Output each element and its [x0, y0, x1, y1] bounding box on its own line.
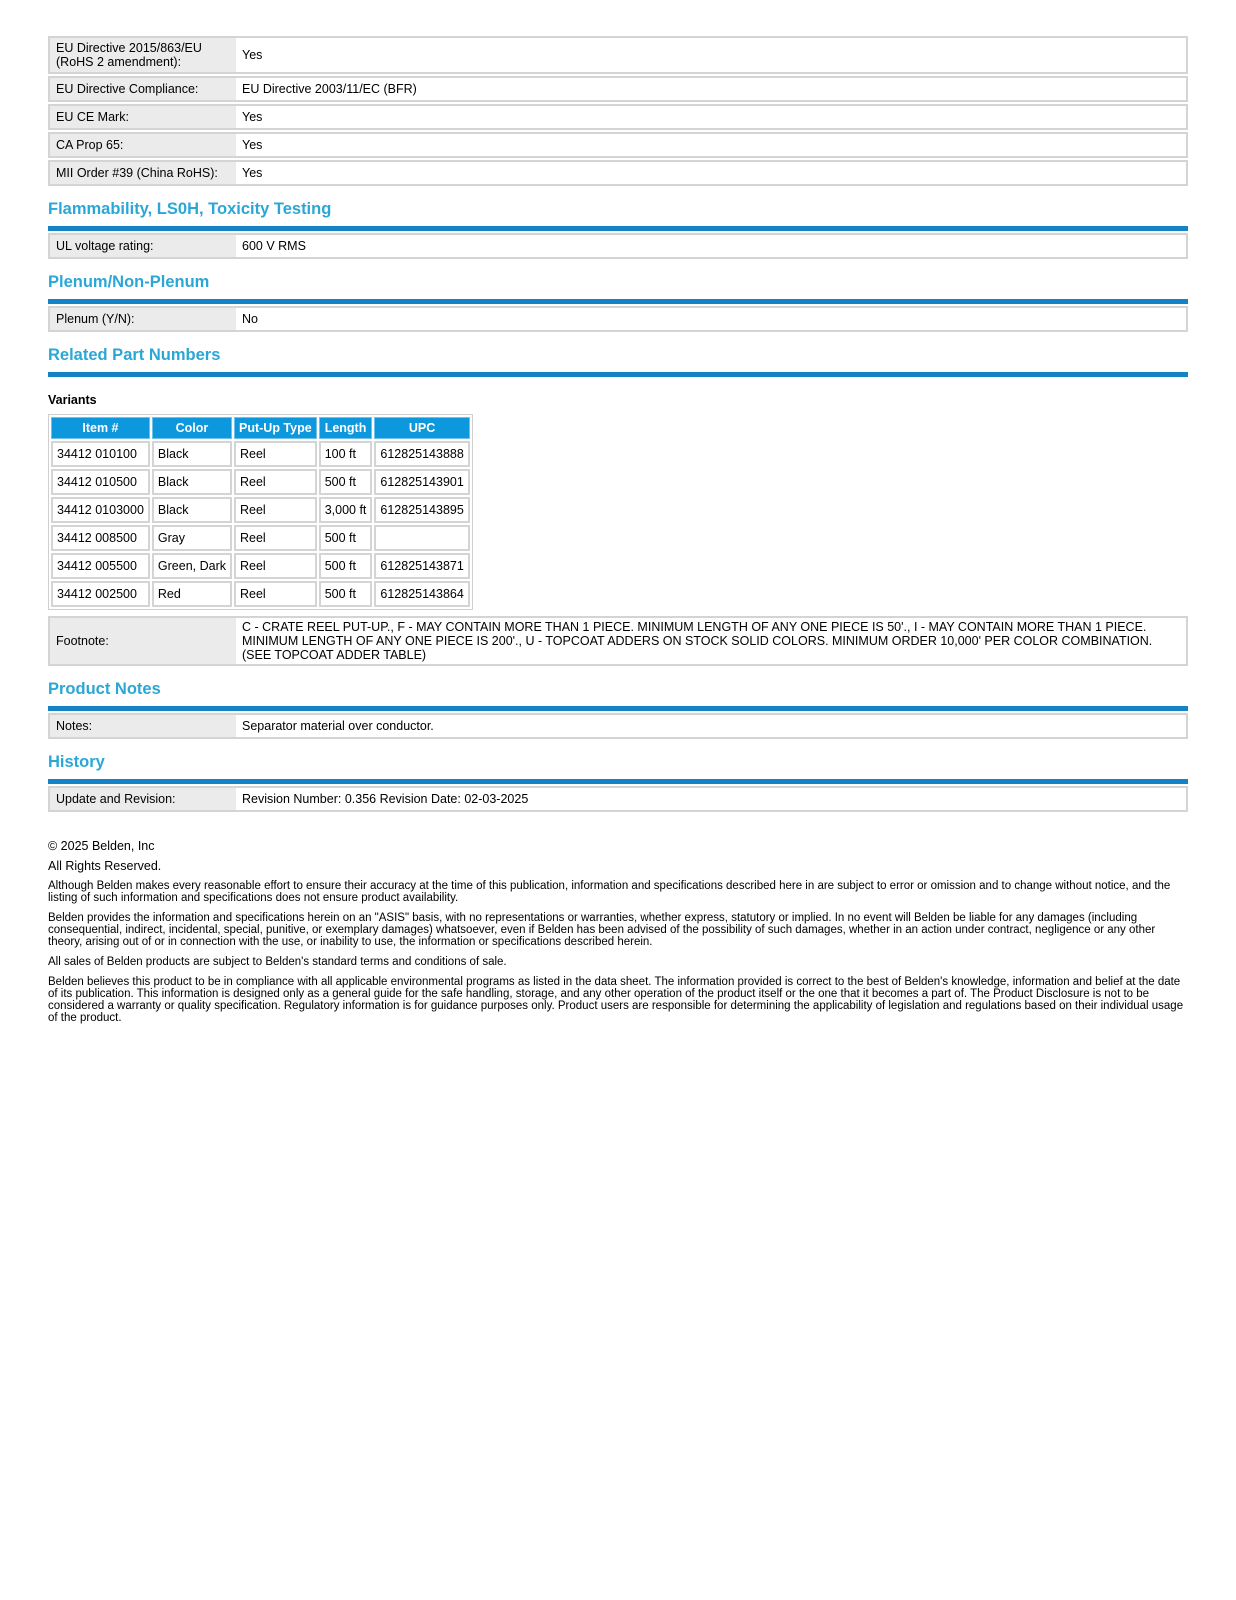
table-row [51, 525, 470, 551]
row-value: Yes [242, 48, 263, 62]
cell-upc [374, 525, 469, 551]
cell-item: 34412 0103000 [51, 497, 150, 523]
cell-length: 500 ft [319, 581, 373, 607]
compliance-table [48, 36, 1188, 186]
cell-putup: Reel [234, 497, 317, 523]
row-label: Footnote: [50, 618, 236, 664]
column-header-length: Length [319, 417, 373, 439]
section-title-related: Related Part Numbers [48, 346, 221, 364]
table-row [51, 497, 470, 523]
compliance-row [48, 104, 1188, 130]
cell-item: 34412 005500 [51, 553, 150, 579]
row-label: EU Directive 2015/863/EU (RoHS 2 amendment): [50, 38, 236, 72]
cell-putup: Reel [234, 581, 317, 607]
compliance-row [48, 76, 1188, 102]
row-label: Plenum (Y/N): [50, 308, 236, 330]
row-label: Notes: [50, 715, 236, 737]
variants-table [48, 414, 473, 610]
section-divider [48, 372, 1188, 377]
column-header-color: Color [152, 417, 232, 439]
notes-row [48, 713, 1188, 739]
cell-color: Gray [152, 525, 232, 551]
table-row [51, 581, 470, 607]
row-value: C - CRATE REEL PUT-UP., F - MAY CONTAIN MORE THAN 1 PIECE. MINIMUM LENGTH OF ANY ONE PIECE IS 50'., I - MAY CONTAIN MORE THAN 1 PIECE. MINIMUM LENGTH OF ANY ONE PIECE IS 200'., U - TOPCOAT ADDERS ON STOCK SOLID COLORS. MINIMUM ORDER 10,000' PER COLOR COMBINATION. (SEE TOPCOAT ADDER TABLE) [242, 620, 1153, 662]
row-label: Update and Revision: [50, 788, 236, 810]
rights-text: All Rights Reserved. [48, 859, 162, 873]
cell-upc: 612825143864 [374, 581, 469, 607]
variants-label: Variants [48, 393, 97, 407]
cell-item: 34412 010100 [51, 441, 150, 467]
cell-color: Black [152, 441, 232, 467]
row-value: No [242, 312, 258, 326]
row-value: EU Directive 2003/11/EC (BFR) [242, 82, 417, 96]
section-divider [48, 226, 1188, 231]
cell-item: 34412 010500 [51, 469, 150, 495]
cell-upc: 612825143871 [374, 553, 469, 579]
row-label: MII Order #39 (China RoHS): [50, 162, 236, 184]
cell-item: 34412 002500 [51, 581, 150, 607]
row-value: 600 V RMS [242, 239, 306, 253]
table-row [51, 469, 470, 495]
column-header-upc: UPC [374, 417, 469, 439]
column-header-putup: Put-Up Type [234, 417, 317, 439]
disclaimer-paragraph: Belden provides the information and specifications herein on an "ASIS" basis, with no representations or warranties, whether express, statutory or implied. In no event will Belden be liable for any damages (including consequential, indirect, incidental, special, punitive, or exemplary damages) whatsoever, even if Belden has been advised of the possibility of such damages, whether in an action under contract, negligence or any other theory, arising out of or in connection with the use, or inability to use, the information or specifications described herein. [48, 912, 1156, 948]
cell-upc: 612825143888 [374, 441, 469, 467]
row-value: Yes [242, 110, 263, 124]
section-title-product-notes: Product Notes [48, 680, 161, 698]
cell-putup: Reel [234, 469, 317, 495]
cell-length: 100 ft [319, 441, 373, 467]
row-label: EU Directive Compliance: [50, 78, 236, 100]
disclaimer-paragraph: All sales of Belden products are subject to Belden's standard terms and conditions of sale. [48, 956, 507, 968]
row-label: EU CE Mark: [50, 106, 236, 128]
compliance-row [48, 160, 1188, 186]
disclaimer-paragraph: Belden believes this product to be in compliance with all applicable environmental programs as listed in the data sheet. The information provided is correct to the best of Belden's knowledge, information and belief at the date of its publication. This information is designed only as a general guide for the safe handling, storage, and any other operation of the product itself or the one that it becomes a part of. The Product Disclosure is not to be considered a warranty or quality specification. Regulatory information is for guidance purposes only. Product users are responsible for determining the applicability of legislation and regulations based on their individual usage of the product. [48, 976, 1184, 1024]
column-header-item: Item # [51, 417, 150, 439]
cell-putup: Reel [234, 441, 317, 467]
datasheet-page [48, 36, 1188, 1032]
row-label: CA Prop 65: [50, 134, 236, 156]
row-value: Revision Number: 0.356 Revision Date: 02-03-2025 [242, 792, 529, 806]
cell-putup: Reel [234, 525, 317, 551]
flammability-row [48, 233, 1188, 259]
cell-length: 3,000 ft [319, 497, 373, 523]
cell-length: 500 ft [319, 553, 373, 579]
section-title-plenum: Plenum/Non-Plenum [48, 273, 210, 291]
cell-length: 500 ft [319, 469, 373, 495]
cell-color: Red [152, 581, 232, 607]
cell-length: 500 ft [319, 525, 373, 551]
cell-upc: 612825143895 [374, 497, 469, 523]
cell-color: Black [152, 469, 232, 495]
cell-item: 34412 008500 [51, 525, 150, 551]
table-row [51, 553, 470, 579]
footnote-row [48, 616, 1188, 666]
disclaimer-paragraph: Although Belden makes every reasonable effort to ensure their accuracy at the time of this publication, information and specifications described here in are subject to error or omission and to change without notice, and the listing of such information and specifications does not ensure product availability. [48, 880, 1171, 904]
row-label: UL voltage rating: [50, 235, 236, 257]
copyright-text: © 2025 Belden, Inc [48, 839, 155, 853]
plenum-row [48, 306, 1188, 332]
row-value: Yes [242, 138, 263, 152]
section-divider [48, 706, 1188, 711]
legal-footer [48, 840, 1188, 1024]
section-divider [48, 779, 1188, 784]
compliance-row [48, 36, 1188, 74]
history-row [48, 786, 1188, 812]
compliance-row [48, 132, 1188, 158]
cell-color: Green, Dark [152, 553, 232, 579]
section-title-history: History [48, 753, 105, 771]
cell-color: Black [152, 497, 232, 523]
cell-upc: 612825143901 [374, 469, 469, 495]
table-row [51, 441, 470, 467]
variants-header-row [51, 417, 470, 439]
section-divider [48, 299, 1188, 304]
cell-putup: Reel [234, 553, 317, 579]
row-value: Yes [242, 166, 263, 180]
section-title-flammability: Flammability, LS0H, Toxicity Testing [48, 200, 332, 218]
row-value: Separator material over conductor. [242, 719, 434, 733]
